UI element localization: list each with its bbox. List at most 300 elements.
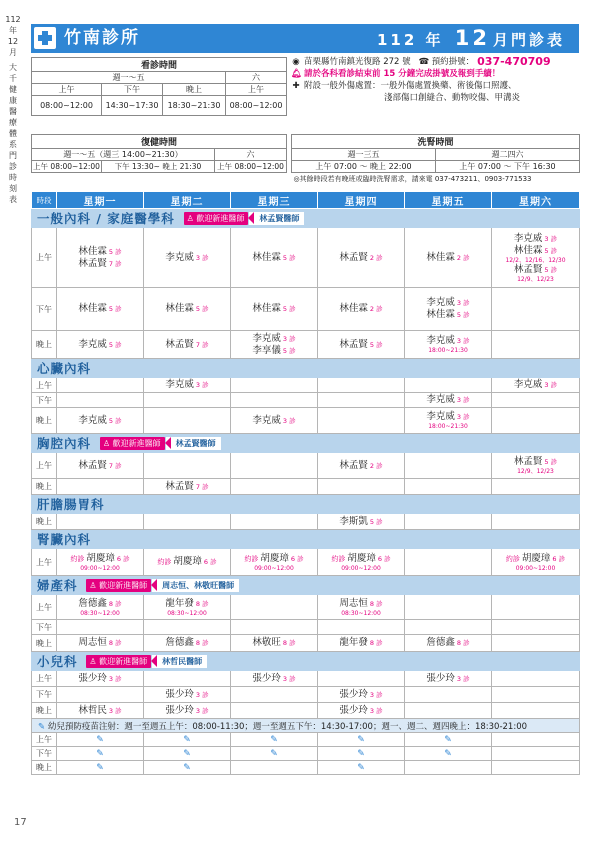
table-row — [32, 687, 580, 703]
vaccine-cell — [405, 747, 492, 761]
doctor-name: 林佳霖 — [78, 245, 107, 257]
vaccine-cell — [144, 733, 231, 747]
date-note: 12/9、12/23 — [517, 275, 554, 283]
slot-label: 下午 — [32, 687, 57, 703]
schedule-cell — [144, 378, 231, 393]
vaccine-cell — [492, 747, 580, 761]
room-number: 3 診 — [108, 706, 122, 715]
schedule-cell — [318, 595, 405, 620]
vaccine-cell — [318, 761, 405, 775]
dialysis-time-2: 上午 07:00 ～ 下午 16:30 — [436, 161, 580, 173]
room-number: 7 診 — [195, 482, 209, 491]
header-sat: 星期六 — [492, 192, 580, 209]
vaccine-cell — [57, 733, 144, 747]
dept-row-chest — [32, 434, 580, 453]
phone-icon: ☎ — [418, 57, 430, 67]
doctor-name: 林佳霖 — [165, 303, 194, 314]
doctor-person-icon: ♙ — [89, 656, 97, 666]
slot-label: 上午 — [32, 228, 57, 288]
doctor-name: 林佳霖 — [339, 303, 368, 314]
schedule-cell — [144, 453, 231, 479]
room-number: 6 診 — [377, 554, 391, 563]
room-number: 3 診 — [195, 381, 209, 389]
schedule-cell — [492, 331, 580, 359]
side-char: 大 — [9, 63, 17, 72]
dialysis-note: ◎其餘時段若有晚班或臨時洗腎需求，請來電 037-473211、0903-771533 — [293, 174, 532, 183]
header-fri: 星期五 — [405, 192, 492, 209]
doctor-name: 詹德鑫 — [78, 597, 107, 609]
dialysis-days-1: 週一三五 — [292, 149, 436, 161]
schedule-cell — [231, 620, 318, 635]
table-row — [32, 393, 580, 408]
schedule-cell — [57, 408, 144, 434]
vaccine-text: 幼兒預防疫苗注射：週一至週五上午：08:00-11:30；週一至週五下午：14:30-17:00；週一、週二、週四晚上：18:30-21:00 — [47, 721, 528, 732]
rehab-sat: 六 — [215, 149, 287, 161]
schedule-cell — [405, 228, 492, 288]
schedule-cell — [231, 408, 318, 434]
room-number: 3 診 — [282, 334, 296, 343]
side-label — [4, 14, 22, 205]
dept-name: 小兒科 — [37, 654, 78, 669]
schedule-cell — [492, 408, 580, 434]
dept-name: 肝膽腸胃科 — [37, 497, 105, 512]
time-note: 09:00~12:00 — [341, 564, 381, 572]
doctor-name: 張少玲 — [252, 672, 281, 684]
welcome-badge — [184, 212, 249, 225]
doctor-name: 李克威 — [513, 379, 543, 390]
schedule-cell — [318, 393, 405, 408]
time-note: 08:30~12:00 — [80, 609, 120, 617]
table-row — [32, 671, 580, 687]
schedule-cell — [231, 378, 318, 393]
schedule-cell — [231, 671, 318, 687]
table-row — [32, 378, 580, 393]
dept-name: 婦產科 — [37, 578, 78, 593]
vaccine-slot-row — [32, 733, 580, 747]
slot-label: 晚上 — [32, 514, 57, 530]
room-number: 8 診 — [195, 639, 209, 647]
schedule-cell — [57, 228, 144, 288]
doctor-name: 林佳霖 — [78, 303, 107, 314]
year-unit: 年 — [425, 31, 444, 49]
vaccine-pen-icon: ✎ — [183, 734, 191, 745]
table-row — [32, 703, 580, 719]
table-row — [32, 408, 580, 434]
sat-morning-label: 上午 — [226, 84, 287, 96]
vaccine-pen-icon: ✎ — [270, 734, 278, 745]
vaccine-cell — [144, 747, 231, 761]
schedule-cell — [318, 408, 405, 434]
schedule-cell — [231, 393, 318, 408]
side-char: 表 — [9, 195, 17, 204]
month: 12 — [454, 26, 490, 50]
table-row — [32, 635, 580, 652]
date-note: 12/9、12/23 — [517, 468, 554, 475]
schedule-cell — [57, 620, 144, 635]
schedule-cell — [318, 549, 405, 576]
schedule-cell — [231, 453, 318, 479]
room-number: 5 診 — [282, 253, 296, 262]
schedule-cell — [144, 514, 231, 530]
schedule-cell — [144, 671, 231, 687]
schedule-cell — [492, 635, 580, 652]
doctor-name: 林佳霖 — [513, 244, 543, 256]
doctor-name: 林孟賢 — [165, 480, 194, 492]
weekday-label: 週一～五 — [32, 72, 226, 84]
room-number: 2 診 — [369, 305, 383, 313]
schedule-cell — [318, 620, 405, 635]
room-number: 8 診 — [108, 599, 122, 608]
doctor-name: 李克威 — [513, 232, 543, 244]
rehab-title: 復健時間 — [32, 135, 287, 149]
room-number: 6 診 — [552, 554, 566, 563]
schedule-cell — [318, 331, 405, 359]
doctor-name: 李克威 — [252, 332, 281, 344]
room-number: 5 診 — [369, 517, 383, 526]
time-note: 09:00~12:00 — [80, 564, 120, 572]
slot-label: 晚上 — [32, 479, 57, 495]
doctor-name: 胡慶璋 — [260, 552, 289, 564]
welcome-text: 歡迎新進醫師 — [112, 438, 161, 448]
schedule-cell — [57, 671, 144, 687]
vaccine-pen-icon: ✎ — [357, 762, 365, 773]
schedule-cell — [318, 288, 405, 331]
vaccine-cell — [231, 733, 318, 747]
vaccine-cell — [405, 761, 492, 775]
doctor-name: 林孟賢 — [339, 459, 368, 471]
rehab-hours-table — [31, 134, 287, 173]
schedule-cell — [57, 378, 144, 393]
doctor-name: 林敬旺 — [252, 637, 281, 648]
room-number: 5 診 — [456, 311, 470, 319]
vaccine-cell — [405, 733, 492, 747]
header-thu: 星期四 — [318, 192, 405, 209]
phone-number: 037-470709 — [477, 55, 551, 68]
doctor-name: 李克威 — [252, 414, 281, 426]
room-number: 6 診 — [116, 554, 130, 563]
doctor-name: 林孟賢 — [165, 338, 194, 350]
room-number: 5 診 — [544, 246, 558, 255]
room-number: 3 診 — [544, 381, 558, 389]
schedule-cell — [318, 671, 405, 687]
schedule-cell — [405, 703, 492, 719]
vaccine-cell — [318, 733, 405, 747]
vaccine-pen-icon: ✎ — [357, 748, 365, 759]
side-char: 療 — [9, 118, 17, 127]
rehab-weekday: 週一～五（週三 14:00~21:30） — [32, 149, 215, 161]
doctor-name: 李克威 — [78, 338, 107, 350]
rehab-sat-time: 上午 08:00~12:00 — [215, 161, 287, 173]
schedule-cell — [57, 453, 144, 479]
schedule-cell — [231, 635, 318, 652]
rehab-morning: 上午 08:00~12:00 — [33, 162, 100, 171]
welcome-badge — [86, 655, 151, 668]
welcome-badge — [100, 437, 165, 450]
doctor-name: 張少玲 — [165, 704, 194, 716]
schedule-cell — [318, 228, 405, 288]
room-number: 2 診 — [456, 253, 470, 262]
dept-name: 心臟內科 — [37, 361, 92, 376]
slot-label: 晚上 — [32, 761, 57, 775]
dept-row-obgyn — [32, 576, 580, 595]
phone-label: 預約掛號： — [431, 57, 475, 67]
schedule-cell — [231, 479, 318, 495]
room-number: 3 診 — [544, 234, 558, 243]
vaccine-pen-icon: ✎ — [96, 734, 104, 745]
schedule-cell — [492, 378, 580, 393]
morning-label: 上午 — [32, 84, 102, 96]
schedule-cell — [405, 635, 492, 652]
room-number: 6 診 — [290, 554, 304, 563]
welcome-text: 歡迎新進醫師 — [196, 213, 245, 223]
doctor-name: 胡慶璋 — [173, 556, 202, 567]
doctor-name: 李克威 — [78, 414, 107, 426]
doctor-name: 詹德鑫 — [426, 637, 455, 648]
schedule-cell — [231, 331, 318, 359]
schedule-cell — [405, 514, 492, 530]
vaccine-cell — [144, 761, 231, 775]
room-number: 8 診 — [369, 639, 383, 647]
header-slot: 時段 — [32, 192, 57, 209]
room-number: 3 診 — [369, 690, 383, 699]
slot-label: 晚上 — [32, 408, 57, 434]
appointment-tag: 約診 — [244, 554, 259, 563]
table-row — [32, 514, 580, 530]
schedule-cell — [405, 549, 492, 576]
room-number: 8 診 — [108, 639, 122, 647]
schedule-cell — [231, 288, 318, 331]
bell-icon: 🔔︎ — [291, 69, 302, 79]
doctor-name: 李克威 — [426, 335, 455, 346]
doctor-person-icon: ♙ — [186, 213, 194, 223]
doctor-name: 林孟賢 — [513, 456, 543, 467]
room-number: 8 診 — [282, 639, 296, 647]
room-number: 5 診 — [544, 265, 558, 274]
time-note: 08:30~12:00 — [341, 609, 381, 617]
schedule-cell — [492, 620, 580, 635]
vaccine-note — [32, 719, 580, 733]
schedule-cell — [492, 549, 580, 576]
doctor-person-icon: ♙ — [102, 438, 111, 448]
clinic-name: 竹南診所 — [64, 28, 140, 48]
side-char: 12 — [7, 37, 19, 46]
schedule-cell — [405, 453, 492, 479]
time-note: 09:00~12:00 — [254, 564, 294, 572]
schedule-cell — [231, 703, 318, 719]
dept-row-cardiology — [32, 359, 580, 378]
appointment-tag: 約診 — [70, 554, 85, 563]
schedule-header-row — [32, 192, 580, 209]
new-doctor-name: 林哲民醫師 — [152, 655, 207, 668]
vaccine-pen-icon: ✎ — [183, 762, 191, 773]
doctor-name: 林佳霖 — [426, 309, 455, 320]
syringe-icon: ✎ — [38, 721, 46, 732]
side-char: 時 — [9, 173, 17, 182]
side-char: 月 — [9, 48, 17, 57]
extra-service-2: 淺部傷口創縫合、動物咬傷、甲溝炎 — [384, 93, 521, 103]
slot-label: 晚上 — [32, 331, 57, 359]
vaccine-cell — [318, 747, 405, 761]
schedule-cell — [405, 620, 492, 635]
side-char: 診 — [9, 162, 17, 171]
doctor-name: 張少玲 — [426, 672, 455, 684]
side-char: 刻 — [9, 184, 17, 193]
side-char: 系 — [9, 140, 17, 149]
schedule-cell — [57, 549, 144, 576]
vaccine-pen-icon: ✎ — [96, 748, 104, 759]
room-number: 3 診 — [195, 706, 209, 715]
slot-label: 上午 — [32, 378, 57, 393]
sat-label: 六 — [226, 72, 287, 84]
location-pin-icon: ◉ — [292, 57, 300, 67]
schedule-cell — [231, 549, 318, 576]
room-number: 5 診 — [544, 458, 558, 466]
schedule-cell — [492, 514, 580, 530]
side-char: 體 — [9, 129, 17, 138]
side-char: 門 — [9, 151, 17, 160]
time-note: 18:00~21:30 — [428, 347, 468, 354]
vaccine-cell — [492, 761, 580, 775]
doctor-name: 胡慶璋 — [521, 552, 551, 564]
schedule-cell — [318, 453, 405, 479]
welcome-text: 歡迎新進醫師 — [99, 580, 148, 590]
header-bar — [31, 24, 579, 53]
room-number: 5 診 — [195, 305, 209, 313]
schedule-cell — [57, 288, 144, 331]
table-row — [32, 549, 580, 576]
doctor-name: 周志恒 — [339, 597, 368, 609]
vaccine-pen-icon: ✎ — [444, 748, 452, 759]
schedule-cell — [318, 378, 405, 393]
room-number: 3 診 — [282, 674, 296, 683]
room-number: 6 診 — [203, 558, 217, 566]
slot-label: 下午 — [32, 747, 57, 761]
registration-notice: 請於各科看診結束前 15 分鐘完成掛號及報到手續！ — [304, 69, 501, 79]
schedule-cell — [492, 288, 580, 331]
schedule-cell — [405, 479, 492, 495]
welcome-text: 歡迎新進醫師 — [99, 656, 148, 666]
doctor-name: 李克威 — [165, 379, 194, 390]
vaccine-slot-row — [32, 761, 580, 775]
room-number: 5 診 — [282, 346, 296, 355]
schedule-cell — [57, 635, 144, 652]
slot-label: 下午 — [32, 620, 57, 635]
schedule-cell — [57, 479, 144, 495]
evening-time: 18:30~21:30 — [163, 96, 226, 116]
plus-icon: ✚ — [292, 81, 300, 91]
schedule-cell — [231, 514, 318, 530]
vaccine-pen-icon: ✎ — [444, 734, 452, 745]
dept-row-nephrology — [32, 530, 580, 549]
doctor-name: 林佳霖 — [252, 303, 281, 314]
doctor-name: 張少玲 — [339, 704, 368, 716]
page-number: 17 — [14, 817, 27, 828]
room-number: 3 診 — [195, 690, 209, 699]
new-doctor-name: 周志恒、林敬旺醫師 — [152, 579, 239, 592]
schedule-cell — [144, 687, 231, 703]
side-char: 健 — [9, 85, 17, 94]
table-row — [32, 331, 580, 359]
schedule-cell — [405, 671, 492, 687]
sat-time: 08:00~12:00 — [226, 96, 287, 116]
room-number: 5 診 — [369, 340, 383, 349]
schedule-table — [31, 191, 580, 775]
room-number: 5 診 — [108, 247, 122, 256]
room-number: 3 診 — [195, 253, 209, 262]
doctor-name: 張少玲 — [78, 672, 107, 684]
schedule-cell — [57, 331, 144, 359]
schedule-cell — [144, 288, 231, 331]
schedule-cell — [492, 228, 580, 288]
doctor-name: 李克威 — [426, 411, 455, 422]
schedule-cell — [144, 595, 231, 620]
doctor-name: 張少玲 — [339, 688, 368, 700]
doctor-name: 龍年發 — [165, 597, 194, 609]
schedule-cell — [231, 595, 318, 620]
schedule-cell — [492, 671, 580, 687]
schedule-cell — [318, 635, 405, 652]
schedule-cell — [57, 393, 144, 408]
address: 苗栗縣竹南鎮光復路 272 號 — [304, 57, 411, 67]
time-note: 08:30~12:00 — [167, 609, 207, 617]
appointment-tag: 約診 — [157, 558, 172, 566]
room-number: 3 診 — [108, 674, 122, 683]
table-row — [32, 479, 580, 495]
slot-label: 上午 — [32, 453, 57, 479]
doctor-name: 林孟賢 — [339, 338, 368, 350]
doctor-name: 張少玲 — [165, 688, 194, 700]
doctor-name: 林佳霖 — [426, 251, 455, 263]
schedule-cell — [144, 703, 231, 719]
schedule-cell — [405, 331, 492, 359]
room-number: 2 診 — [369, 253, 383, 262]
room-number: 5 診 — [108, 416, 122, 425]
dept-name: 腎臟內科 — [37, 532, 92, 547]
schedule-cell — [57, 514, 144, 530]
schedule-cell — [318, 514, 405, 530]
schedule-cell — [492, 393, 580, 408]
doctor-name: 林孟賢 — [78, 459, 107, 471]
dept-name: 一般內科 / 家庭醫學科 — [37, 211, 175, 226]
schedule-cell — [144, 408, 231, 434]
room-number: 3 診 — [456, 674, 470, 683]
vaccine-cell — [231, 761, 318, 775]
doctor-name: 李克威 — [165, 251, 194, 263]
vaccine-pen-icon: ✎ — [183, 748, 191, 759]
room-number: 5 診 — [108, 305, 122, 313]
doctor-name: 林孟賢 — [78, 257, 107, 269]
vaccine-cell — [57, 761, 144, 775]
schedule-cell — [57, 703, 144, 719]
doctor-name: 林孟賢 — [513, 263, 543, 275]
doctor-name: 詹德鑫 — [165, 637, 194, 648]
schedule-cell — [492, 453, 580, 479]
side-char: 112 — [5, 15, 21, 24]
table-row — [32, 453, 580, 479]
dept-row-general-medicine — [32, 209, 580, 228]
room-number: 7 診 — [108, 461, 122, 470]
evening-label: 晚上 — [163, 84, 226, 96]
vaccine-slot-row — [32, 747, 580, 761]
schedule-cell — [405, 595, 492, 620]
room-number: 3 診 — [282, 416, 296, 425]
dialysis-hours-table — [291, 134, 580, 185]
doctor-name: 胡慶璋 — [86, 552, 115, 564]
room-number: 3 診 — [456, 337, 470, 345]
slot-label: 上午 — [32, 671, 57, 687]
clinic-hours-table — [31, 57, 287, 116]
doctor-name: 林哲民 — [78, 704, 107, 716]
